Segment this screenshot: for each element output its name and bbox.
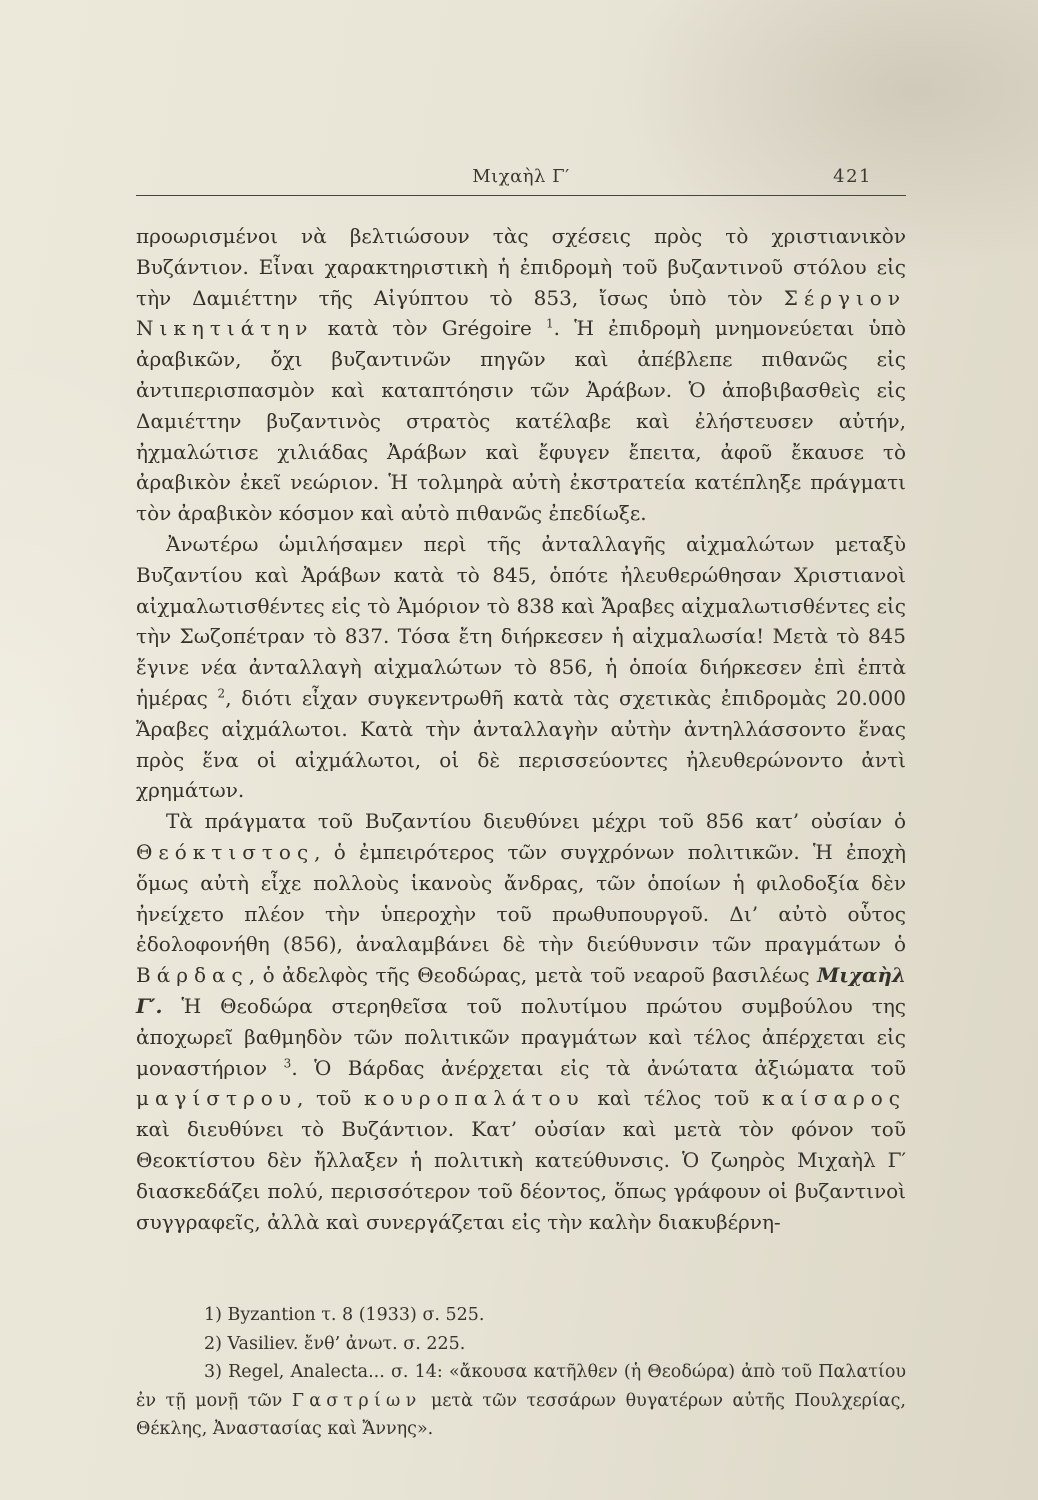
body-paragraph [136,221,906,529]
text-run: καὶ διευθύνει τὸ Βυζάντιον. Κατ’ οὐσίαν καὶ μετὰ τὸν φόνον τοῦ Θεοκτίστου δὲν ἤλλαξεν ἡ πολιτικὴ κατεύθυνσις. Ὁ ζωηρὸς Μιχαὴλ Γ′ διασκεδάζει πολύ, περισσότερον τοῦ δέοντος, ὅπως γράφουν οἱ βυζαντινοὶ συγγραφεῖς, ἀλλὰ καὶ συνεργάζεται εἰς τὴν καλὴν διακυβέρνη- [136,1117,906,1234]
emphasized-spaced-text: Θεόκτιστος [136,839,315,864]
footnote-ref: 3 [283,1055,292,1070]
running-header [136,166,906,190]
footnote-item [136,1330,906,1358]
emphasized-spaced-text: Σέργιον Νικητιάτην [136,285,906,341]
text-run: , ὁ ἀδελφὸς τῆς Θεοδώρας, μετὰ τοῦ νεαροῦ βασιλέως [248,963,818,988]
page-content [136,166,906,1443]
text-run: , διότι εἶχαν συγκεντρωθῆ κατὰ τὰς σχετικὰς ἐπιδρομὰς 20.000 Ἄραβες αἰχμάλωτοι. Κατὰ τὴν ἀνταλλαγὴν αὐτὴν ἀντηλλάσσοντο ἕνας πρὸς ἕνα οἱ αἰχμάλωτοι, οἱ δὲ περισσεύοντες ἠλευθερώνοντο ἀντὶ χρημάτων. [136,685,906,803]
page-number: 421 [833,166,872,187]
footnote-item [136,1358,906,1443]
emphasized-spaced-text: μαγίστρου [136,1086,297,1111]
text-run: 3) Regel, Analecta... σ. 14: «ἄκουσα κατῆλθεν (ἡ Θεοδώρα) ἀπὸ τοῦ Παλατίου ἐν τῇ μονῇ τῶν [136,1362,906,1411]
header-rule [136,195,906,196]
text-run: 1) Byzantion τ. 8 (1933) σ. 525. [204,1305,485,1326]
emphasized-spaced-text: καίσαρος [761,1086,906,1111]
text-run: , ὁ ἐμπειρότερος τῶν συγχρόνων πολιτικῶν. Ἡ ἐποχὴ ὅμως αὐτὴ εἶχε πολλοὺς ἱκανοὺς ἄνδρας, τῶν ὁποίων ἡ φιλοδοξία δὲν ἠνείχετο πλέον τὴν ὑπεροχὴν τοῦ πρωθυπουργοῦ. Δι’ αὐτὸ οὗτος ἐδολοφονήθη (856), ἀναλαμβάνει δὲ τὴν διεύθυνσιν τῶν πραγμάτων ὁ [136,839,906,957]
text-run: Ἡ Θεοδώρα στερηθεῖσα τοῦ πολυτίμου πρώτου συμβούλου της ἀποχωρεῖ βαθμηδὸν τῶν πολιτικῶν πραγμάτων καὶ τέλος ἀπέρχεται εἰς μοναστήριον [136,993,906,1080]
text-run: . Ὁ Βάρδας ἀνέρχεται εἰς τὰ ἀνώτατα ἀξιώματα τοῦ [291,1055,907,1080]
footnote-item [136,1301,906,1329]
running-title: Μιχαὴλ Γ′ [472,166,570,187]
text-run: καὶ τέλος τοῦ [584,1086,762,1111]
text-run: προωρισμένοι νὰ βελτιώσουν τὰς σχέσεις πρὸς τὸ χριστιανικὸν Βυζάντιον. Εἶναι χαρακτηριστικὴ ἡ ἐπιδρομὴ τοῦ βυζαντινοῦ στόλου εἰς τὴν Δαμιέττην τῆς Αἰγύπτου τὸ 853, ἴσως ὑπὸ τὸν [136,224,906,310]
text-run: , τοῦ [296,1086,365,1111]
footnote-ref: 2 [217,686,226,701]
emphasized-spaced-text: κουροπαλάτου [364,1086,585,1111]
text-run: κατὰ τὸν Grégoire [313,316,546,341]
text-run: . Ἡ ἐπιδρομὴ μνημονεύεται ὑπὸ ἀραβικῶν, ὄχι βυζαντινῶν πηγῶν καὶ ἀπέβλεπε πιθανῶς εἰς ἀντιπερισπασμὸν καὶ καταπτόησιν τῶν Ἀράβων. Ὁ ἀποβιβασθεὶς εἰς Δαμιέττην βυζαντινὸς στρατὸς κατέλαβε καὶ ἐλήστευσεν αὐτήν, ἠχμαλώτισε χιλιάδας Ἀράβων καὶ ἔφυγεν ἔπειτα, ἀφοῦ ἔκαυσε τὸ ἀραβικὸν ἐκεῖ νεώριον. Ἡ τολμηρὰ αὐτὴ ἐκστρατεία κατέπληξε πράγματι τὸν ἀραβικὸν κόσμον καὶ αὐτὸ πιθανῶς ἐπεδίωξε. [136,316,906,526]
bold-italic-text: Μιχαὴλ Γ′. [136,963,906,1018]
text-run: μετὰ τῶν τεσσάρων θυγατέρων αὐτῆς Πουλχερίας, Θέκλης, Ἀναστασίας καὶ Ἄννης». [136,1390,906,1439]
text-run: 2) Vasiliev. ἔνθ’ ἀνωτ. σ. 225. [204,1333,466,1354]
body-paragraph [136,529,906,806]
text-run: Τὰ πράγματα τοῦ Βυζαντίου διευθύνει μέχρι τοῦ 856 κατ’ οὐσίαν ὁ [166,809,906,834]
emphasized-spaced-text: Βάρδας [136,963,249,988]
body-paragraph [136,806,906,1237]
footnotes [136,1301,906,1443]
body-text [136,221,906,1237]
text-run: Ἀνωτέρω ὡμιλήσαμεν περὶ τῆς ἀνταλλαγῆς αἰχμαλώτων μεταξὺ Βυζαντίου καὶ Ἀράβων κατὰ τὸ 845, ὁπότε ἠλευθερώθησαν Χριστιανοὶ αἰχμαλωτισθέντες εἰς τὸ Ἀμόριον τὸ 838 καὶ Ἄραβες αἰχμαλωτισθέντες εἰς τὴν Σωζοπέτραν τὸ 837. Τόσα ἔτη διήρκεσεν ἡ αἰχμαλωσία! Μετὰ τὸ 845 ἔγινε νέα ἀνταλλαγὴ αἰχμαλώτων τὸ 856, ἡ ὁποία διήρκεσεν ἐπὶ ἑπτὰ ἡμέρας [136,531,906,710]
emphasized-spaced-text: Γαστρίων [291,1390,422,1411]
footnote-ref: 1 [545,316,554,331]
